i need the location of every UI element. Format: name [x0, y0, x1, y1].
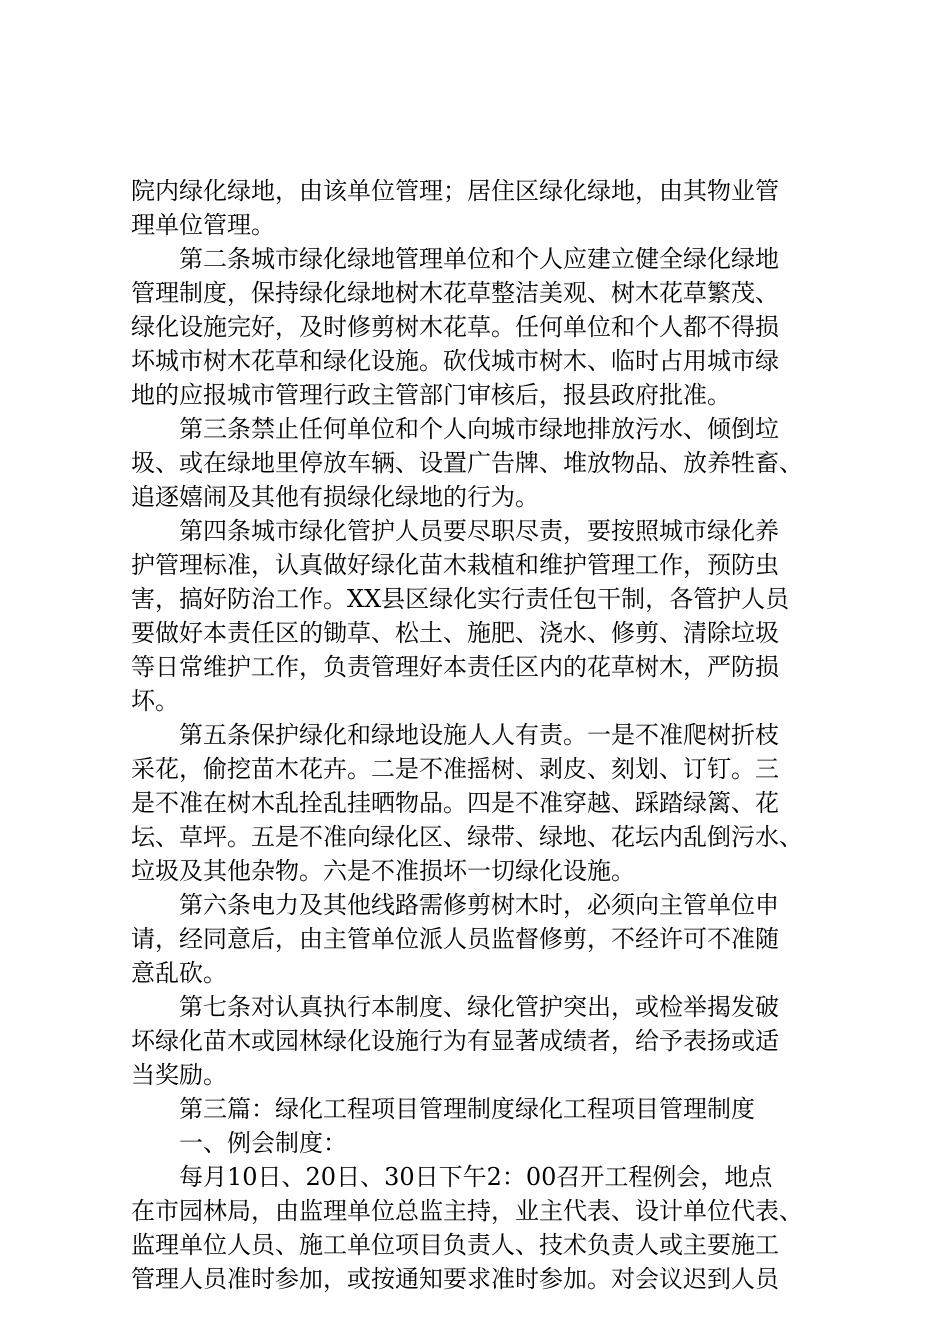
text-line: 坏。	[131, 687, 179, 715]
text-line: 等日常维护工作，负责管理好本责任区内的花草树木，严防损	[131, 653, 779, 681]
text-line: 追逐嬉闹及其他有损绿化绿地的行为。	[131, 483, 539, 511]
text-line: 垃圾及其他杂物。六是不准损坏一切绿化设施。	[131, 857, 635, 885]
text-line: 意乱砍。	[131, 959, 227, 987]
document-body	[131, 174, 831, 1296]
text-line: 坏城市树木花草和绿化设施。砍伐城市树木、临时占用城市绿	[131, 347, 779, 375]
text-line: 绿化设施完好，及时修剪树木花草。任何单位和个人都不得损	[131, 313, 779, 341]
text-line: 监理单位人员、施工单位项目负责人、技术负责人或主要施工	[131, 1231, 779, 1259]
text-line: 圾、或在绿地里停放车辆、设置广告牌、堆放物品、放养牲畜、	[131, 449, 803, 477]
text-line: 管理制度，保持绿化绿地树木花草整洁美观、树木花草繁茂、	[131, 279, 779, 307]
text-line: 请，经同意后，由主管单位派人员监督修剪，不经许可不准随	[131, 925, 779, 953]
paragraph-start-line: 第六条电力及其他线路需修剪树木时，必须向主管单位申	[179, 891, 779, 919]
text-line: 理单位管理。	[131, 211, 275, 239]
paragraph-start-line: 第二条城市绿化绿地管理单位和个人应建立健全绿化绿地	[179, 245, 779, 273]
paragraph-start-line: 第四条城市绿化管护人员要尽职尽责，要按照城市绿化养	[179, 517, 779, 545]
paragraph-start-line: 第七条对认真执行本制度、绿化管护突出，或检举揭发破	[179, 993, 779, 1021]
text-line: 管理人员准时参加，或按通知要求准时参加。对会议迟到人员	[131, 1265, 779, 1293]
text-line: 院内绿化绿地，由该单位管理；居住区绿化绿地，由其物业管	[131, 177, 779, 205]
section-heading: 第三篇：绿化工程项目管理制度绿化工程项目管理制度	[179, 1095, 755, 1123]
subsection-heading: 一、例会制度：	[179, 1129, 347, 1157]
text-line: 护管理标准，认真做好绿化苗木栽植和维护管理工作，预防虫	[131, 551, 779, 579]
text-line: 坛、草坪。五是不准向绿化区、绿带、绿地、花坛内乱倒污水、	[131, 823, 803, 851]
paragraph-start-line: 每月10日、20日、30日下午2：00召开工程例会，地点	[179, 1163, 773, 1191]
paragraph-start-line: 第三条禁止任何单位和个人向城市绿地排放污水、倾倒垃	[179, 415, 779, 443]
text-line: 在市园林局，由监理单位总监主持，业主代表、设计单位代表、	[131, 1197, 803, 1225]
text-line: 采花，偷挖苗木花卉。二是不准摇树、剥皮、刻划、订钉。三	[131, 755, 779, 783]
paragraph-start-line: 第五条保护绿化和绿地设施人人有责。一是不准爬树折枝	[179, 721, 779, 749]
text-line: 当奖励。	[131, 1061, 227, 1089]
text-line: 要做好本责任区的锄草、松土、施肥、浇水、修剪、清除垃圾	[131, 619, 779, 647]
text-line: 坏绿化苗木或园林绿化设施行为有显著成绩者，给予表扬或适	[131, 1027, 779, 1055]
text-line: 害，搞好防治工作。XX县区绿化实行责任包干制，各管护人员	[131, 585, 790, 613]
text-line: 是不准在树木乱拴乱挂晒物品。四是不准穿越、踩踏绿篱、花	[131, 789, 779, 817]
text-line: 地的应报城市管理行政主管部门审核后，报县政府批准。	[131, 381, 731, 409]
